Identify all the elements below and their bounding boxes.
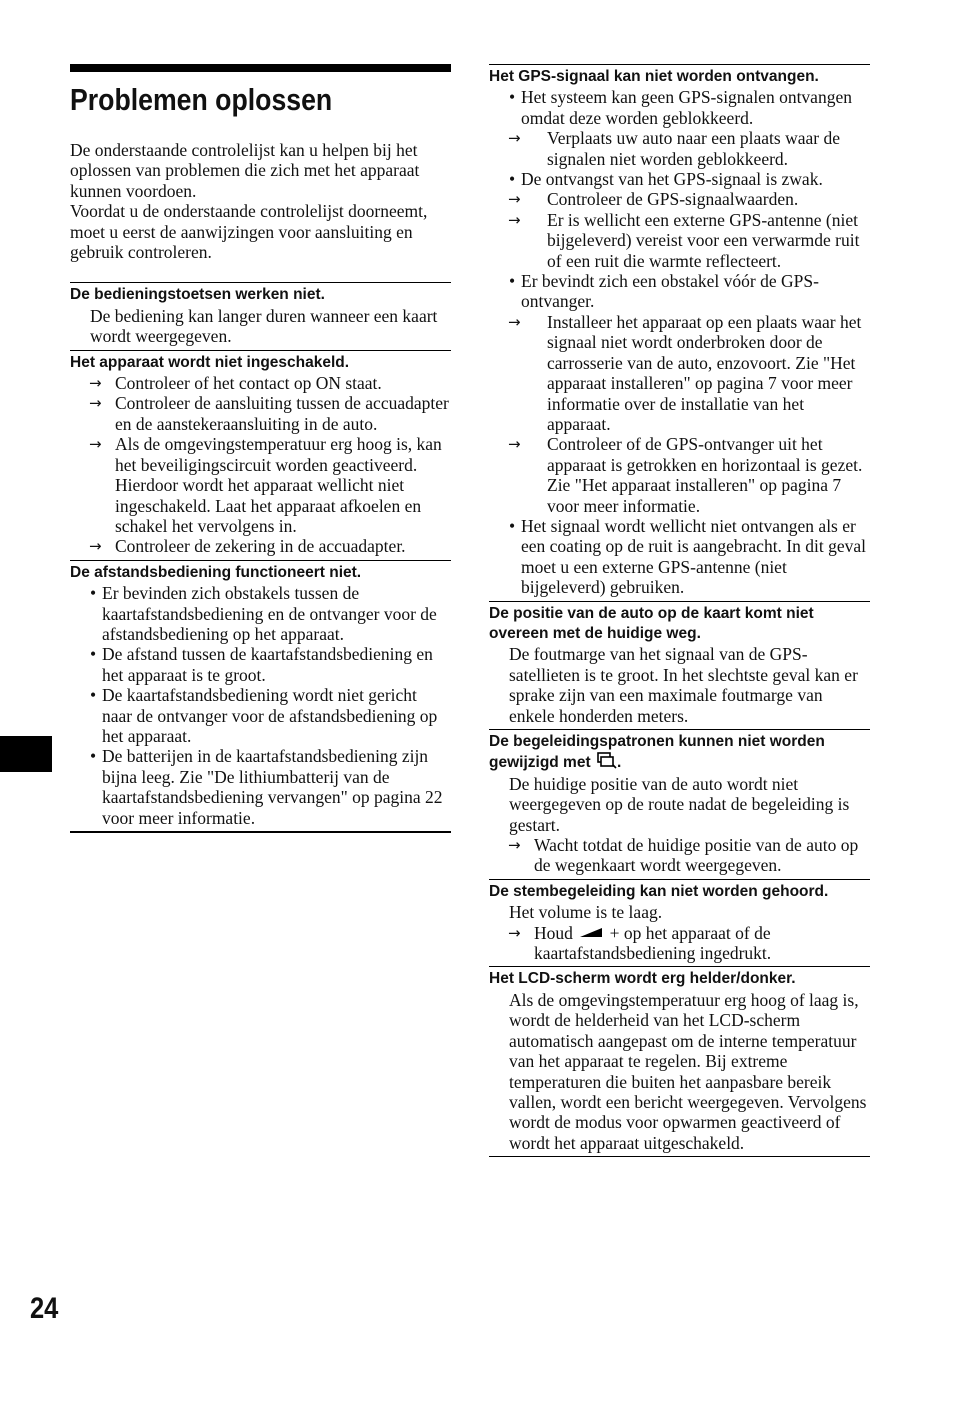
cause-item [489,271,870,516]
remedy-item: → Controleer of het contact op ON staat. [70,373,451,393]
section-text: De foutmarge van het signaal van de GPS-satellieten is te groot. In het slechtste geval kan er sprake zijn van een maximale foutmarge van enkele honderden meters. [509,644,858,726]
section-text: De huidige positie van de auto wordt niet weergegeven op de route nadat de begeleiding is gestart. [509,773,850,835]
section-controls-not-working [70,282,451,349]
heading-text: De begeleidingspatronen kunnen niet worden gewijzigd met [489,733,825,772]
page-number: 24 [30,1292,59,1325]
section-gps-signal [489,64,870,601]
section-guidance-patterns [489,729,870,879]
section-no-power [70,350,451,560]
remedy-item: → Er is wellicht een externe GPS-antenne (niet bijgeleverd) vereist voor een verwarmde ruit of een ruit die warmte reflecteert. [489,210,870,271]
remedy-item: → Controleer de zekering in de accuadapter. [70,536,451,556]
section-remote-not-working [70,560,451,833]
remedy-item: → Controleer de aansluiting tussen de accuadapter en de aanstekeraansluiting in de auto. [70,393,451,434]
section-text: Als de omgevingstemperatuur erg hoog of laag is, wordt de helderheid van het LCD-scherm automatisch aangepast om de interne temperatuur van het apparaat te regelen. Bij extreme temperaturen die buiten het aanpasbare bereik vallen, wordt een bericht weergegeven. Vervolgens wordt de modus voor opwarmen geactiveerd of wordt het apparaat uitgeschakeld. [509,989,867,1153]
cause-item: • Het signaal wordt wellicht niet ontvangen als er een coating op de ruit is aangebracht. In dit geval moet u een externe GPS-antenne (niet bijgeleverd) gebruiken. [489,516,870,598]
remedy-text: + op het apparaat of de kaartafstandsbediening ingedrukt. [534,922,772,964]
remedy-item: → Wacht totdat de huidige positie van de auto op de wegenkaart wordt weergegeven. [489,835,870,876]
cause-item: • De batterijen in de kaartafstandsbediening zijn bijna leeg. Zie "De lithiumbatterij van de kaartafstandsbediening vervangen" op pagina 22 voor meer informatie. [70,746,451,828]
section-heading: Het LCD-scherm wordt erg helder/donker. [489,970,796,988]
section-heading [489,732,870,774]
remedy-item: → Controleer de GPS-signaalwaarden. [489,189,870,209]
section-position-mismatch [489,601,870,729]
section-lcd-brightness [489,966,870,1157]
section-text: De bediening kan langer duren wanneer een kaart wordt weergegeven. [90,305,438,347]
left-column [70,64,451,833]
cause-text: Het systeem kan geen GPS-signalen ontvangen omdat deze worden geblokkeerd. [521,87,852,128]
guidance-pattern-icon [597,752,617,769]
section-heading: De stembegeleiding kan niet worden gehoord. [489,882,829,900]
cause-item [489,87,870,169]
section-heading: De bedieningstoetsen werken niet. [70,286,325,304]
cause-item: • De kaartafstandsbediening wordt niet gericht naar de ontvanger voor de afstandsbediening op het apparaat. [70,685,451,746]
section-heading: Het apparaat wordt niet ingeschakeld. [70,353,350,371]
section-heading: Het GPS-signaal kan niet worden ontvangen. [489,68,819,85]
remedy-item: → Installeer het apparaat op een plaats waar het signaal niet wordt onderbroken door de carrosserie van de auto, enzovoort. Zie "Het apparaat installeren" op pagina 7 voor meer informatie over de installatie van het apparaat. [489,312,870,434]
remedy-item: → Controleer of de GPS-ontvanger uit het apparaat is getrokken en horizontaal is gezet. Zie "Het apparaat installeren" op pagina 7 voor meer informatie. [489,434,870,516]
cause-item: • Er bevinden zich obstakels tussen de kaartafstandsbediening en de ontvanger voor de afstandsbediening op het apparaat. [70,583,451,644]
section-heading: De positie van de auto op de kaart komt niet overeen met de huidige weg. [489,604,814,642]
intro-paragraph: De onderstaande controlelijst kan u helpen bij het oplossen van problemen die zich met het apparaat kunnen voordoen. [70,140,420,201]
volume-icon [579,927,603,938]
cause-text: Er bevindt zich een obstakel vóór de GPS-ontvanger. [521,271,819,312]
title-rule [70,64,451,72]
remedy-item: → Als de omgevingstemperatuur erg hoog is, kan het beveiligingscircuit worden geactiveerd. Hierdoor wordt het apparaat wellicht niet ingeschakeld. Laat het apparaat afkoelen en schakel het vervolgens in. [70,434,451,536]
cause-item: • De afstand tussen de kaartafstandsbediening en het apparaat is te groot. [70,644,451,685]
section-text: Het volume is te laag. [509,902,663,923]
remedy-text: Houd [534,922,573,943]
right-column [489,64,870,1157]
section-tab-marker [0,736,52,772]
intro-paragraph: Voordat u de onderstaande controlelijst doorneemt, moet u eerst de aanwijzingen voor aansluiting en gebruik controleren. [70,201,428,263]
remedy-item: → Verplaats uw auto naar een plaats waar de signalen niet worden geblokkeerd. [489,128,870,169]
cause-item [489,169,870,271]
intro [70,140,451,262]
remedy-item [489,923,870,964]
heading-text: . [616,754,622,772]
section-heading: De afstandsbediening functioneert niet. [70,563,362,581]
cause-text: De ontvangst van het GPS-signaal is zwak. [521,169,823,190]
page-title: Problemen oplossen [70,82,333,117]
section-voice-guidance [489,879,870,967]
